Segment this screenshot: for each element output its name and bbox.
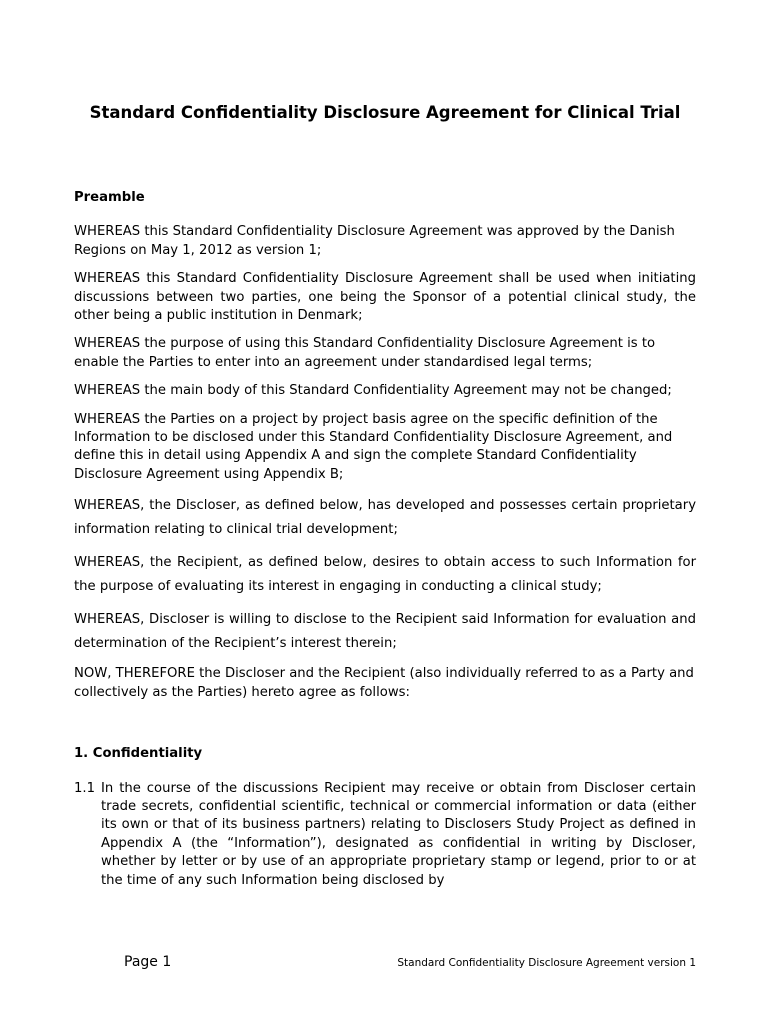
preamble-heading: Preamble [74,190,145,205]
preamble-paragraph-9: NOW, THEREFORE the Discloser and the Recipient (also individually referred to as a Party and collectively as the Parties) hereto agree as follows: [74,666,694,700]
preamble-paragraph-5: WHEREAS the Parties on a project by project basis agree on the specific definition of the Information to be disclosed under this Standard Confidentiality Disclosure Agreement, and define this in detail using Appendix A and sign the complete Standard Confidentiality Disclosure Agreement using Appendix B; [74,411,673,482]
clause-1-1-number: 1.1 [74,780,95,796]
preamble-paragraph-4: WHEREAS the main body of this Standard Confidentiality Agreement may not be changed; [74,383,672,399]
footer-page-number: Page 1 [124,954,172,970]
section-1-heading: 1. Confidentiality [74,746,203,762]
document-title: Standard Confidentiality Disclosure Agreement for Clinical Trial [89,103,681,122]
preamble-paragraph-3: WHEREAS the purpose of using this Standard Confidentiality Disclosure Agreement is to enable the Parties to enter into an agreement under standardised legal terms; [74,336,656,370]
preamble-paragraph-6: WHEREAS, the Discloser, as defined below, has developed and possesses certain proprietary information relating to clinical trial development; [74,498,696,538]
preamble-paragraph-1: WHEREAS this Standard Confidentiality Disclosure Agreement was approved by the Danish Regions on May 1, 2012 as version 1; [74,224,675,258]
preamble-paragraph-8: WHEREAS, Discloser is willing to disclose to the Recipient said Information for evaluation and determination of the Recipient’s interest therein; [74,612,696,652]
clause-1-1-text: In the course of the discussions Recipient may receive or obtain from Discloser certain trade secrets, confidential scientific, technical or commercial information or data (either its own or that of its business partners) relating to Disclosers Study Project as defined in Appendix A (the “Information”), designated as confidential in writing by Discloser, whether by letter or by use of an appropriate proprietary stamp or legend, prior to or at the time of any such Information being disclosed by [101,780,696,888]
clause-1-1 [74,780,696,890]
preamble-paragraph-2: WHEREAS this Standard Confidentiality Disclosure Agreement shall be used when initiating discussions between two parties, one being the Sponsor of a potential clinical study, the other being a public institution in Denmark; [74,271,696,324]
footer-document-version: Standard Confidentiality Disclosure Agreement version 1 [397,957,696,969]
preamble-paragraph-7: WHEREAS, the Recipient, as defined below, desires to obtain access to such Information for the purpose of evaluating its interest in engaging in conducting a clinical study; [74,555,696,595]
document-body [74,189,696,890]
